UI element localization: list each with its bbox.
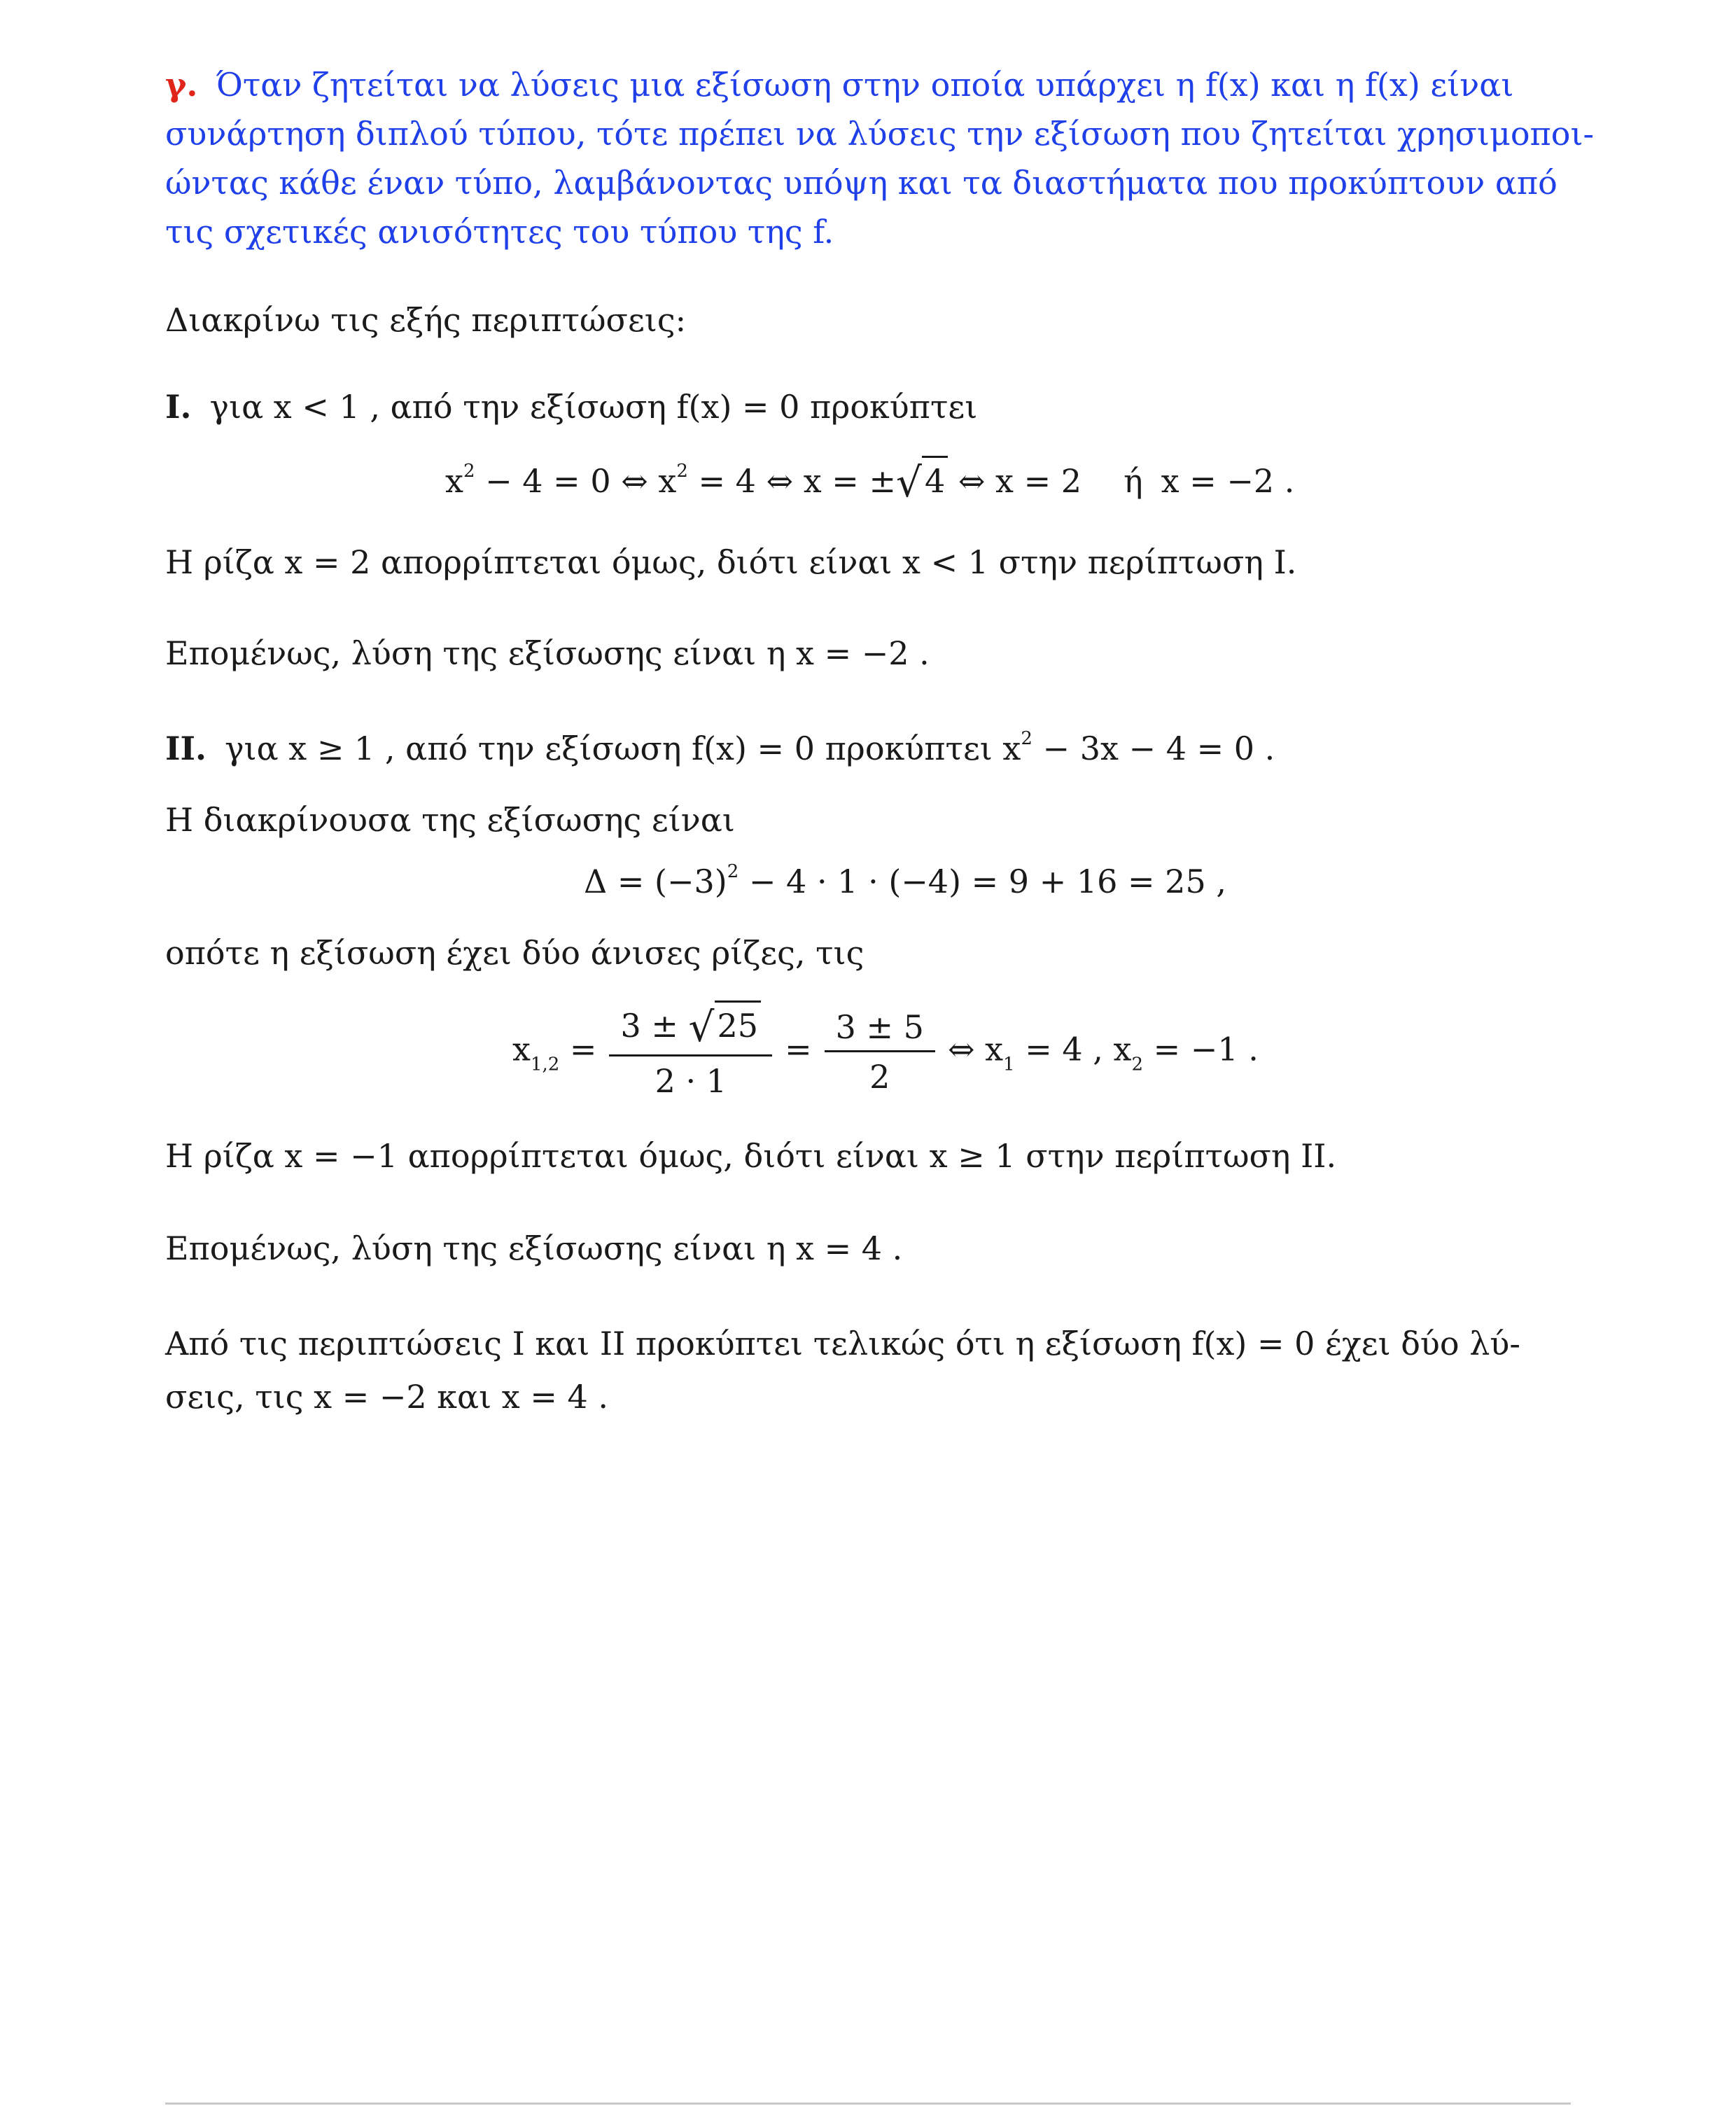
intro-line-2: συνάρτηση διπλού τύπου, τότε πρέπει να λύσεις την εξίσωση που ζητείται χρησιμοποι- — [165, 115, 1595, 153]
case1-conclusion: Επομένως, λύση της εξίσωσης είναι η x = −2 . — [165, 634, 930, 672]
discriminant-intro: Η διακρίνουσα της εξίσωσης είναι — [165, 801, 735, 839]
cases-intro: Διακρίνω τις εξής περιπτώσεις: — [165, 301, 687, 339]
case1-rejection: Η ρίζα x = 2 απορρίπτεται όμως, διότι είναι x < 1 στην περίπτωση I. — [165, 543, 1297, 581]
case2-heading: II. για x ≥ 1 , από την εξίσωση f(x) = 0 προκύπτει $x^2 - 3x - 4 = 0$ . — [165, 728, 1275, 767]
roots-intro: οπότε η εξίσωση έχει δύο άνισες ρίζες, τις — [165, 934, 864, 972]
final-line-1: Από τις περιπτώσεις I και II προκύπτει τελικώς ότι η εξίσωση f(x) = 0 έχει δύο λύ- — [165, 1325, 1520, 1362]
intro-line-4: τις σχετικές ανισότητες του τύπου της f. — [165, 213, 834, 251]
final-line-2: σεις, τις x = −2 και x = 4 . — [165, 1378, 609, 1416]
case2-rejection: Η ρίζα x = −1 απορρίπτεται όμως, διότι είναι x ≥ 1 στην περίπτωση II. — [165, 1137, 1337, 1175]
case1-text: για x < 1 , από την εξίσωση f(x) = 0 προκύπτει — [209, 388, 978, 426]
case2-label: II. — [165, 730, 207, 767]
discriminant-equation: $\Delta = (-3)^2 - 4 \cdot 1 \cdot (-4) = 9 + 16 = 25$ , — [584, 861, 1226, 900]
case2-conclusion: Επομένως, λύση της εξίσωσης είναι η x = 4 . — [165, 1229, 903, 1267]
roots-fraction-1: $\frac{3 \pm √25}{2 \cdot 1}$ — [609, 1007, 772, 1097]
roots-equation: $x_{1,2}$ = $\frac{3 \pm √25}{2 \cdot 1}$ = $\frac{3 \pm 5}{2}$ ⇔ $x_1 = 4$ , $x_2 = -1$ . — [512, 1007, 1259, 1097]
case1-heading — [165, 388, 978, 426]
case1-equation: $x^2 - 4 = 0$ ⇔ $x^2 = 4$ ⇔ x = ±√4 ⇔ x = 2 ή x = −2 . — [445, 462, 1294, 503]
intro-line-3: ώντας κάθε έναν τύπο, λαμβάνοντας υπόψη και τα διαστήματα που προκύπτουν από — [165, 164, 1558, 202]
footer-divider — [165, 2102, 1571, 2105]
intro-line-1: γ. Όταν ζητείται να λύσεις μια εξίσωση στην οποία υπάρχει η f(x) και η f(x) είναι — [165, 66, 1514, 104]
case1-label: I. — [165, 388, 192, 426]
section-marker: γ. — [165, 66, 198, 104]
roots-fraction-2: $\frac{3 \pm 5}{2}$ — [825, 1011, 935, 1093]
